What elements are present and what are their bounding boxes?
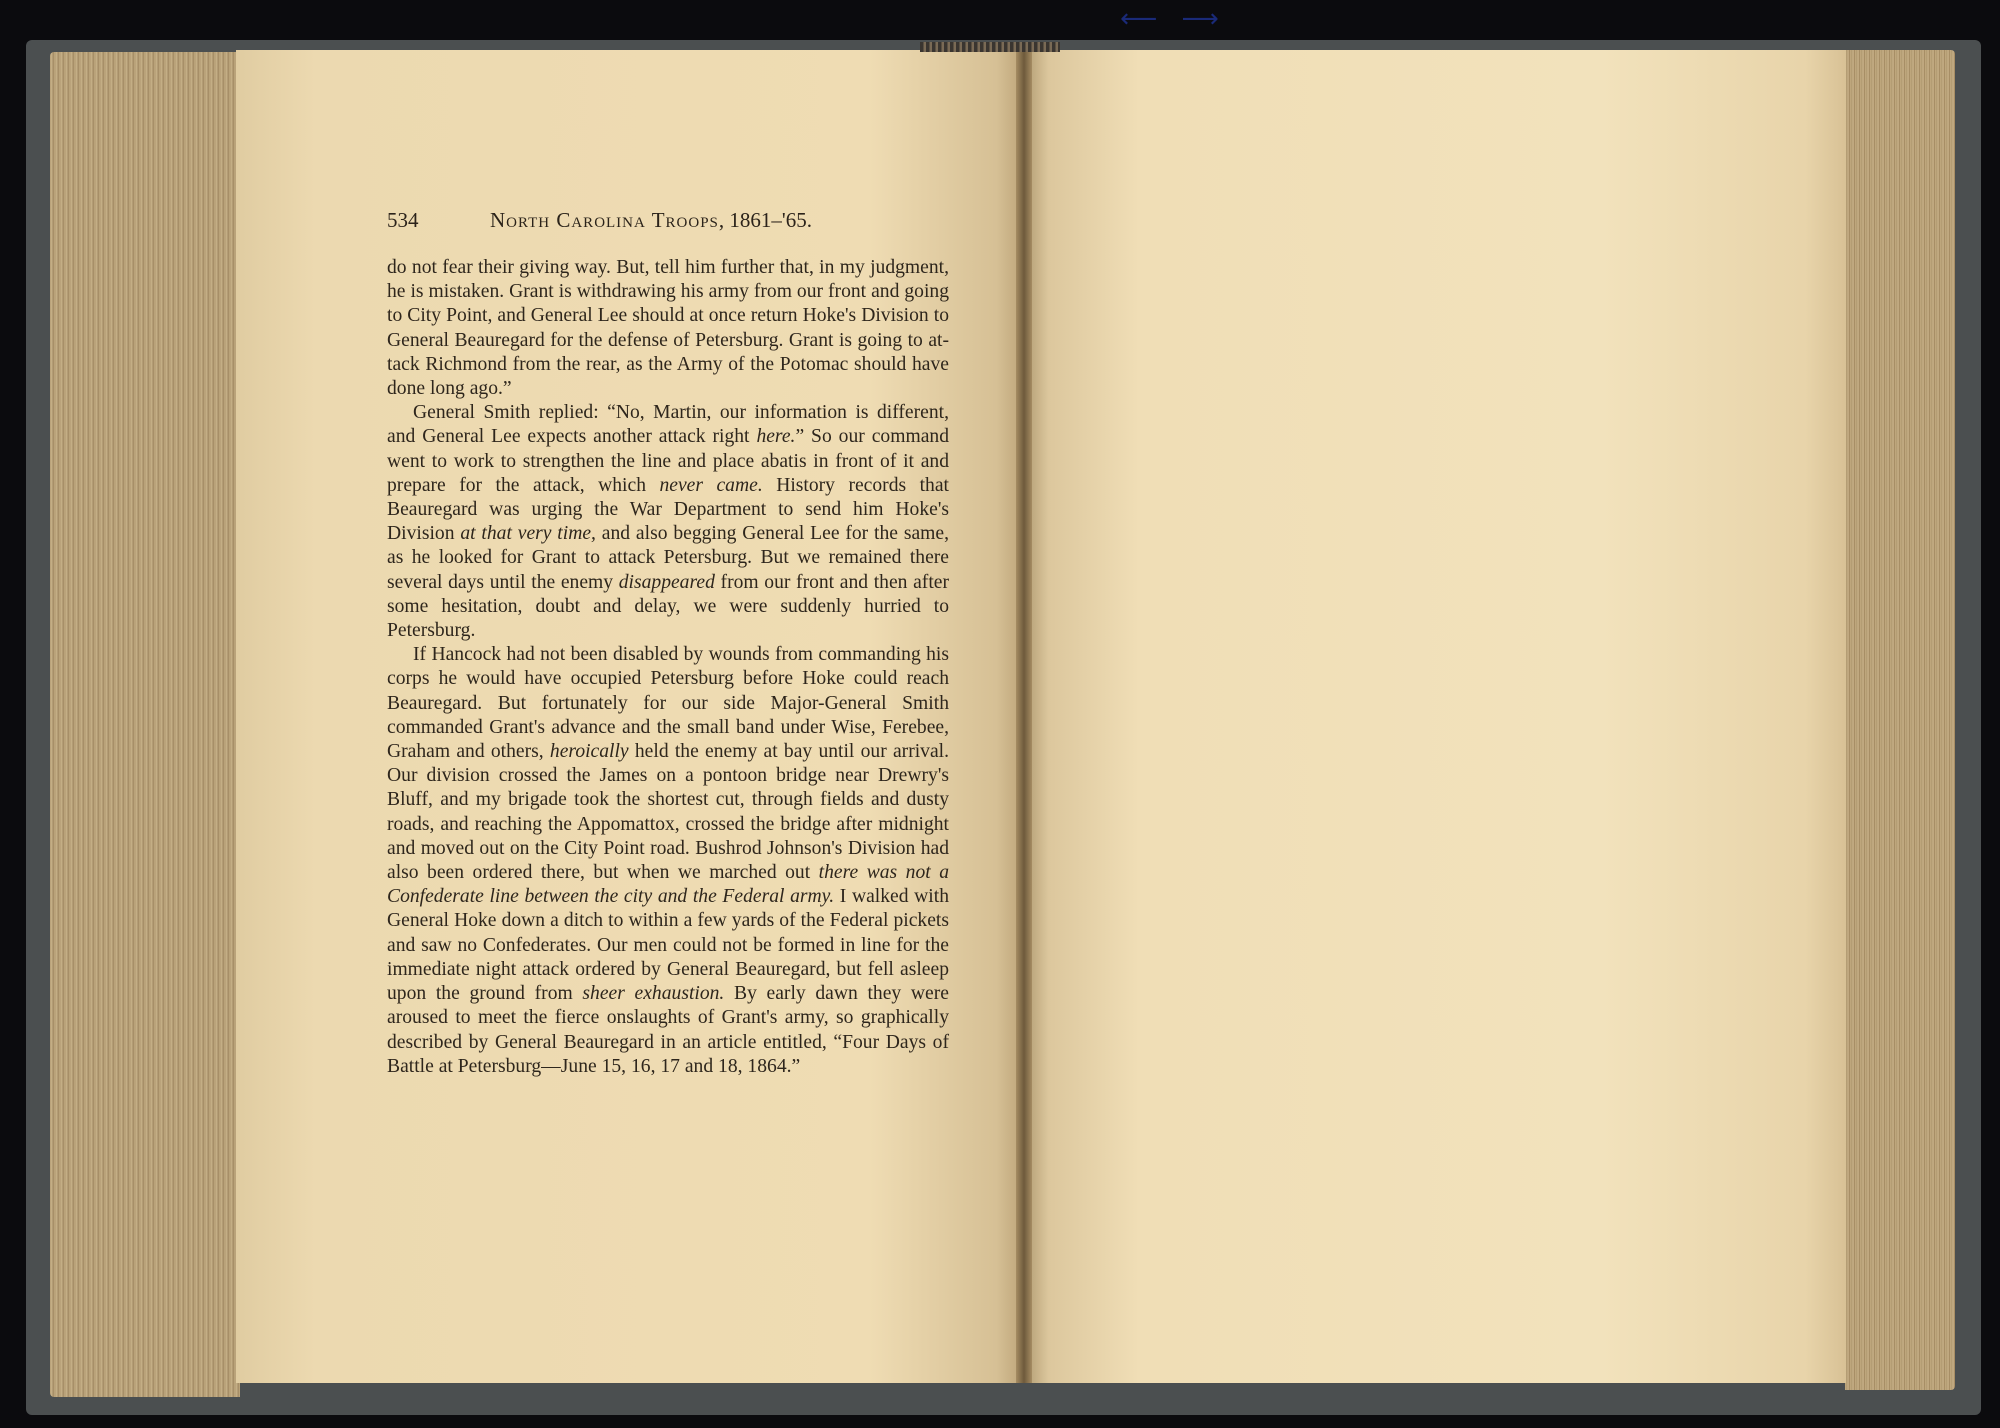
right-page-edges	[1845, 50, 1955, 1390]
italic-text: sheer exhaustion.	[582, 983, 725, 1005]
text-run: If Hancock had not been disabled by wounds from commanding his corps he would have occupied Petersburg before Hoke could reach Beauregard. But fortunately for our side Major-General Smith commanded Grant's advance and the small band under Wise, Ferebee, Graham and others,	[387, 644, 949, 763]
ruler-mark: ⟵ ⟶	[1120, 4, 1227, 34]
running-title-main: North Carolina Troops	[490, 208, 719, 232]
text-run: from our front and then after some hesitation, doubt and delay, we were suddenly hurried to Petersburg.	[387, 571, 949, 642]
running-head	[387, 208, 907, 238]
book-gutter	[1016, 50, 1032, 1383]
text-run: General Smith replied: “No, Martin, our information is different, and General Lee expects another attack right	[387, 402, 949, 448]
paragraph	[387, 256, 949, 401]
left-page-edges	[50, 52, 240, 1397]
text-run: do not fear their giving way. But, tell him further that, in my judgment, he is mistaken. Grant is withdrawing his army from our front and going to City Point, and General Lee should at once return Hoke's Division to General Beauregard for the defense of Petersburg. Grant is going to attack Richmond from the rear, as the Army of the Potomac should have done long ago.”	[387, 257, 949, 400]
italic-text: disappeared	[618, 571, 715, 593]
text-run: held the enemy at bay until our arrival. Our division crossed the James on a pontoon bridge near Drewry's Bluff, and my brigade took the shortest cut, through fields and dusty roads, and reaching the Appomattox, crossed the bridge after midnight and moved out on the City Point road. Bushrod Johnson's Division had also been ordered there, but when we marched out	[387, 741, 950, 884]
running-title-dates: , 1861–'65.	[718, 208, 812, 232]
text-run: I walked with General Hoke down a ditch to within a few yards of the Federal pickets and saw no Confederates. Our men could not be formed in line for the immediate night attack ordered by General Beauregard, but fell asleep upon the ground from	[387, 886, 949, 1005]
italic-text: at that very time,	[460, 523, 596, 545]
spine-stitching	[920, 42, 1060, 52]
paragraph	[387, 401, 949, 643]
body-text	[387, 256, 949, 1079]
text-run: By early dawn they were aroused to meet the fierce onslaughts of Grant's army, so graphically described by General Beauregard in an article entitled, “Four Days of Battle at Petersburg—June 15, 16, 17 and 18, 1864.”	[387, 983, 949, 1077]
italic-text: heroically	[549, 741, 629, 763]
italic-text: there was not a Confederate line between the city and the Federal army.	[387, 862, 949, 908]
text-run: ” So our command went to work to strengthen the line and place abatis in front of it and prepare for the attack, which	[387, 426, 949, 496]
text-run: and also begging General Lee for the same, as he looked for Grant to attack Petersburg. But we remained there several days until the enemy	[387, 523, 949, 593]
page-number: 534	[387, 208, 419, 232]
italic-text: never came.	[659, 474, 763, 496]
right-page-blank	[1024, 50, 1846, 1383]
text-run: History records that Beauregard was urging the War Department to send him Hoke's Division	[387, 474, 949, 545]
italic-text: here.	[756, 426, 796, 448]
paragraph	[387, 643, 949, 1079]
running-title	[490, 208, 812, 233]
